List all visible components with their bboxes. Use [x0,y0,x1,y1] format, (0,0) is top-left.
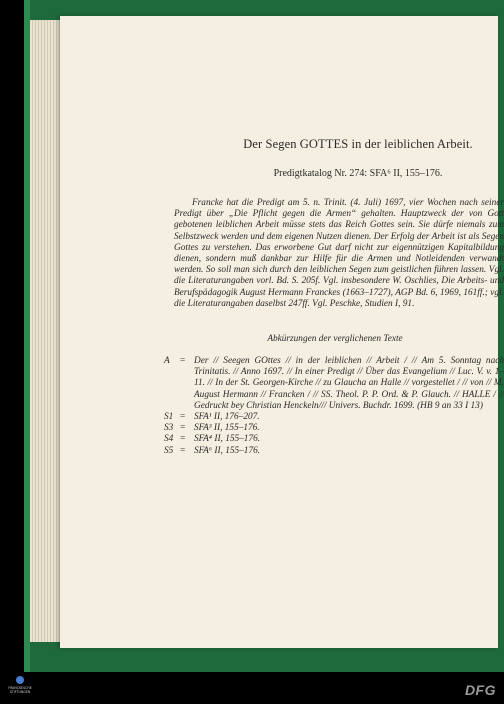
dfg-logo: DFG [464,682,496,698]
sigla-row [164,446,504,457]
equals-sign: = [180,434,186,445]
siglum-text: SFA¹ II, 176–207. [194,412,260,423]
siglum-text: SFA⁴ II, 155–176. [194,434,261,445]
siglum-text: SFA³ II, 155–176. [194,423,260,434]
sigla-row [164,412,504,423]
equals-sign: = [180,412,186,423]
sigla-row [164,356,504,412]
book-page [60,16,504,648]
library-emblem-icon [16,676,24,684]
abbreviations-heading: Abkürzungen der verglichenen Texte [267,334,403,344]
siglum-text: Der // Seegen GOttes // in der leiblichen // Arbeit / // Am 5. Sonntag nach Trinitatis. // Anno 1697. // In einer Predigt // Über das Evangelium // Luc. V. v. 1–11. // In der St. Georgen-Kirche // zu Glaucha an Halle // vorgestellet / // von // M. August Hermann // Francken / // SS. Theol. P. P. Ord. & P. Glauch. // HALLE / // Gedruckt bey Christian Henckeln/// Univers. Buchdr. 1699. (HB 9 an 33 I 13) [194,356,504,411]
sigla-row [164,423,504,434]
library-logo-text: FRANCKESCHE STIFTUNGEN [8,686,32,694]
siglum: A [164,356,170,366]
equals-sign: = [180,445,186,456]
siglum: S4 [164,434,174,445]
siglum: S1 [164,412,174,423]
siglum: S5 [164,445,174,456]
page-title: Der Segen GOTTES in der leiblichen Arbeit. [243,137,473,151]
equals-sign: = [180,356,186,366]
equals-sign: = [180,423,186,434]
sigla-row [164,434,504,445]
siglum: S3 [164,423,174,434]
library-logo [6,676,34,700]
page-subtitle: Predigtkatalog Nr. 274: SFA⁶ II, 155–176. [273,168,443,179]
sigla-list [164,356,504,457]
intro-paragraph: Francke hat die Predigt am 5. n. Trinit. (4. Juli) 1697, vier Wochen nach seiner Predigt über „Die Pflicht gegen die Armen“ gehalten. Hauptzweck der von Gott gebotenen leiblichen Arbeit müsse stets das Reich Gottes sein. Sie dürfe niemals zum Selbstzweck werden und dem eigenen Nutzen dienen. Der Erfolg der Arbeit ist als Segen Gottes zu verstehen. Das erworbene Gut darf nicht zur eigennützigen Kapitalbildung dienen, sondern muß dankbar zur Hilfe für die Armen und Notleidenden verwandt werden. So soll man sich durch den leiblichen Segen zum geistlichen führen lassen. Vgl. die Literaturangaben vorl. Bd. S. 205f. Vgl. insbesondere W. Oschlies, Die Arbeits- und Berufspädagogik August Hermann Franckes (1663–1727), AGP Bd. 6, 1969, 161ff.; vgl. die Literaturangaben daselbst 247ff. Vgl. Peschke, Studien I, 91. [174,198,504,309]
siglum-text: SFA⁶ II, 155–176. [194,445,261,456]
